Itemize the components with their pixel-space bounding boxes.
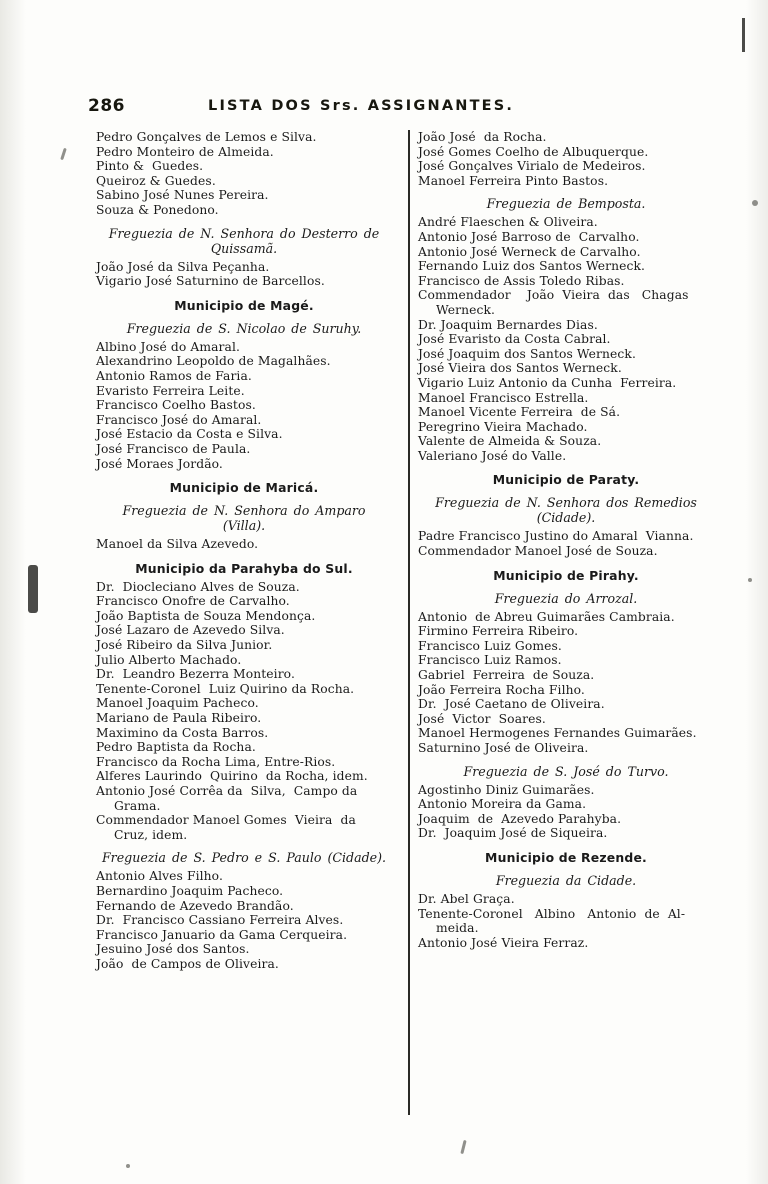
parish-heading-line1: Freguezia de N. Senhora do Desterro de — [108, 225, 380, 241]
list-item: Manoel Hermogenes Fernandes Guimarães. — [418, 726, 697, 741]
parish-heading-line1: Freguezia de N. Senhora do Amparo — [122, 503, 366, 519]
scan-speck — [752, 200, 758, 206]
parish-heading — [418, 495, 714, 525]
municipality-heading: Municipio de Paraty. — [492, 472, 640, 488]
list-item: Francisco Coelho Bastos. — [96, 398, 256, 413]
column-left — [96, 130, 392, 972]
list-item: Maximino da Costa Barros. — [96, 725, 269, 740]
municipality-heading: Municipio de Rezende. — [485, 849, 647, 865]
running-head-title: LISTA DOS Srs. ASSIGNANTES. — [208, 98, 515, 114]
parish-heading-line2: (Cidade). — [536, 510, 596, 526]
list-item: Francisco Luiz Gomes. — [418, 638, 562, 653]
list-item: José Estacio da Costa e Silva. — [96, 427, 283, 442]
list-item: Manoel Ferreira Pinto Bastos. — [418, 173, 609, 188]
list-item: Julio Alberto Machado. — [96, 652, 242, 667]
municipality-heading: Municipio de Maricá. — [169, 480, 319, 496]
parish-heading-line2: Quissamã. — [210, 240, 278, 256]
list-item: Tenente-Coronel Luiz Quirino da Rocha. — [96, 681, 355, 696]
list-item: Francisco José do Amaral. — [96, 412, 262, 427]
list-item: André Flaeschen & Oliveira. — [418, 215, 598, 230]
list-item: Sabino José Nunes Pereira. — [96, 188, 269, 203]
list-item: José Joaquim dos Santos Werneck. — [418, 346, 636, 361]
scan-speck — [60, 148, 67, 160]
list-item: Antonio José Werneck de Carvalho. — [418, 244, 641, 259]
list-item: Manoel da Silva Azevedo. — [96, 537, 259, 552]
scan-speck — [460, 1140, 466, 1154]
parish-heading — [418, 873, 714, 888]
list-item: Francisco Januario da Gama Cerqueira. — [96, 927, 348, 942]
list-item: Dr. Diocleciano Alves de Souza. — [96, 579, 300, 594]
list-item: Gabriel Ferreira de Souza. — [418, 668, 595, 683]
municipality-heading: Municipio da Parahyba do Sul. — [135, 560, 353, 576]
list-item: José Evaristo da Costa Cabral. — [418, 332, 611, 347]
list-item: Vigario José Saturnino de Barcellos. — [96, 274, 325, 289]
scan-speck — [748, 578, 752, 582]
list-item: Manoel Francisco Estrella. — [418, 390, 589, 405]
page-right-edge-shadow — [746, 0, 768, 1184]
list-item: José Ribeiro da Silva Junior. — [96, 638, 273, 653]
parish-heading — [96, 321, 392, 336]
list-item: João José da Silva Peçanha. — [96, 259, 270, 274]
parish-heading — [96, 850, 392, 865]
page-number: 286 — [88, 96, 125, 116]
list-item: José Gomes Coelho de Albuquerque. — [418, 144, 649, 159]
list-item: Dr. Joaquim Bernardes Dias. — [418, 317, 598, 332]
list-item: Manoel Joaquim Pacheco. — [96, 696, 259, 711]
column-divider-rule — [408, 130, 410, 1115]
list-item: Dr. Abel Graça. — [418, 891, 515, 906]
list-item: Valente de Almeida & Souza. — [418, 434, 602, 449]
list-item: Commendador João Vieira das Chagas — [418, 288, 689, 303]
list-item: Commendador Manoel Gomes Vieira da — [96, 813, 356, 828]
parish-heading — [96, 226, 392, 256]
list-item: Pinto & Guedes. — [96, 159, 204, 174]
parish-heading-line1: Freguezia de S. Nicolao de Suruhy. — [126, 320, 362, 336]
list-item: Antonio Moreira da Gama. — [418, 797, 587, 812]
list-item: Firmino Ferreira Ribeiro. — [418, 624, 579, 639]
list-item: Valeriano José do Valle. — [418, 448, 567, 463]
parish-heading-line1: Freguezia de Bemposta. — [486, 196, 646, 212]
list-item: Jesuino José dos Santos. — [96, 942, 250, 957]
list-item: Mariano de Paula Ribeiro. — [96, 711, 262, 726]
list-item: Fernando Luiz dos Santos Werneck. — [418, 259, 646, 274]
list-item: Antonio José Barroso de Carvalho. — [418, 229, 640, 244]
list-item: Tenente-Coronel Albino Antonio de Al- — [418, 906, 686, 921]
municipality-heading: Municipio de Magé. — [174, 297, 314, 313]
list-item-continuation: meida. — [436, 921, 479, 936]
page-left-edge-shadow — [0, 0, 26, 1184]
page-header — [88, 96, 708, 118]
list-item-continuation: Cruz, idem. — [114, 827, 188, 842]
list-item: Fernando de Azevedo Brandão. — [96, 898, 294, 913]
list-item: Francisco Onofre de Carvalho. — [96, 594, 290, 609]
list-item: Commendador Manoel José de Souza. — [418, 544, 658, 559]
list-item: Souza & Ponedono. — [96, 202, 219, 217]
margin-mark-top-right — [742, 18, 745, 52]
list-item: Antonio José Vieira Ferraz. — [418, 935, 589, 950]
list-item: Vigario Luiz Antonio da Cunha Ferreira. — [418, 375, 677, 390]
list-item: João Ferreira Rocha Filho. — [418, 682, 585, 697]
parish-heading-line1: Freguezia do Arrozal. — [494, 590, 638, 606]
parish-heading — [418, 196, 714, 211]
list-item: Francisco da Rocha Lima, Entre-Rios. — [96, 754, 336, 769]
parish-heading-line2: (Villa). — [222, 518, 266, 534]
list-item: Antonio Ramos de Faria. — [96, 368, 252, 383]
parish-heading-line1: Freguezia de S. José do Turvo. — [463, 763, 669, 779]
margin-mark-left-bracket — [28, 565, 38, 613]
list-item: Peregrino Vieira Machado. — [418, 419, 588, 434]
column-right — [418, 130, 714, 950]
scan-speck — [126, 1164, 130, 1168]
list-item: Pedro Monteiro de Almeida. — [96, 144, 274, 159]
municipality-heading: Municipio de Pirahy. — [493, 567, 639, 583]
list-item: José Francisco de Paula. — [96, 441, 251, 456]
list-item: Alexandrino Leopoldo de Magalhães. — [96, 354, 331, 369]
list-item-continuation: Grama. — [114, 798, 161, 813]
list-item: José Vieira dos Santos Werneck. — [418, 361, 622, 376]
list-item: João de Campos de Oliveira. — [96, 956, 279, 971]
parish-heading — [418, 591, 714, 606]
list-item: Saturnino José de Oliveira. — [418, 741, 589, 755]
list-item: João Baptista de Souza Mendonça. — [96, 608, 316, 623]
parish-heading — [418, 764, 714, 779]
list-item: Alferes Laurindo Quirino da Rocha, idem. — [96, 769, 368, 784]
list-item: José Lazaro de Azevedo Silva. — [96, 623, 285, 638]
list-item: Joaquim de Azevedo Parahyba. — [418, 811, 622, 826]
list-item: José Gonçalves Virialo de Medeiros. — [418, 159, 646, 174]
list-item: Antonio José Corrêa da Silva, Campo da — [96, 784, 358, 798]
list-item: Francisco de Assis Toledo Ribas. — [418, 273, 625, 288]
list-item: Francisco Luiz Ramos. — [418, 653, 562, 668]
list-item-continuation: Werneck. — [436, 302, 496, 317]
list-item: Albino José do Amaral. — [96, 339, 240, 354]
list-item: Agostinho Diniz Guimarães. — [418, 782, 595, 797]
list-item: Pedro Gonçalves de Lemos e Silva. — [96, 130, 317, 144]
list-item: Antonio de Abreu Guimarães Cambraia. — [418, 609, 675, 624]
list-item: Dr. Leandro Bezerra Monteiro. — [96, 667, 295, 682]
parish-heading-line1: Freguezia de S. Pedro e S. Paulo (Cidade). — [101, 850, 387, 866]
list-item: José Moraes Jordão. — [96, 456, 223, 471]
parish-heading-line1: Freguezia de N. Senhora dos Remedios — [435, 495, 697, 511]
two-column-body — [96, 130, 696, 1120]
list-item: Bernardino Joaquim Pacheco. — [96, 883, 284, 898]
list-item: Antonio Alves Filho. — [96, 869, 223, 884]
list-item: Manoel Vicente Ferreira de Sá. — [418, 405, 621, 420]
list-item: Evaristo Ferreira Leite. — [96, 383, 245, 398]
list-item: Dr. Joaquim José de Siqueira. — [418, 826, 608, 841]
list-item: Padre Francisco Justino do Amaral Vianna. — [418, 529, 694, 544]
list-item: Pedro Baptista da Rocha. — [96, 740, 256, 755]
list-item: João José da Rocha. — [418, 130, 547, 144]
list-item: Dr. Francisco Cassiano Ferreira Alves. — [96, 913, 344, 928]
list-item: José Victor Soares. — [418, 711, 546, 726]
parish-heading — [96, 503, 392, 533]
list-item: Dr. José Caetano de Oliveira. — [418, 697, 605, 712]
parish-heading-line1: Freguezia da Cidade. — [495, 872, 637, 888]
list-item: Queiroz & Guedes. — [96, 173, 216, 188]
